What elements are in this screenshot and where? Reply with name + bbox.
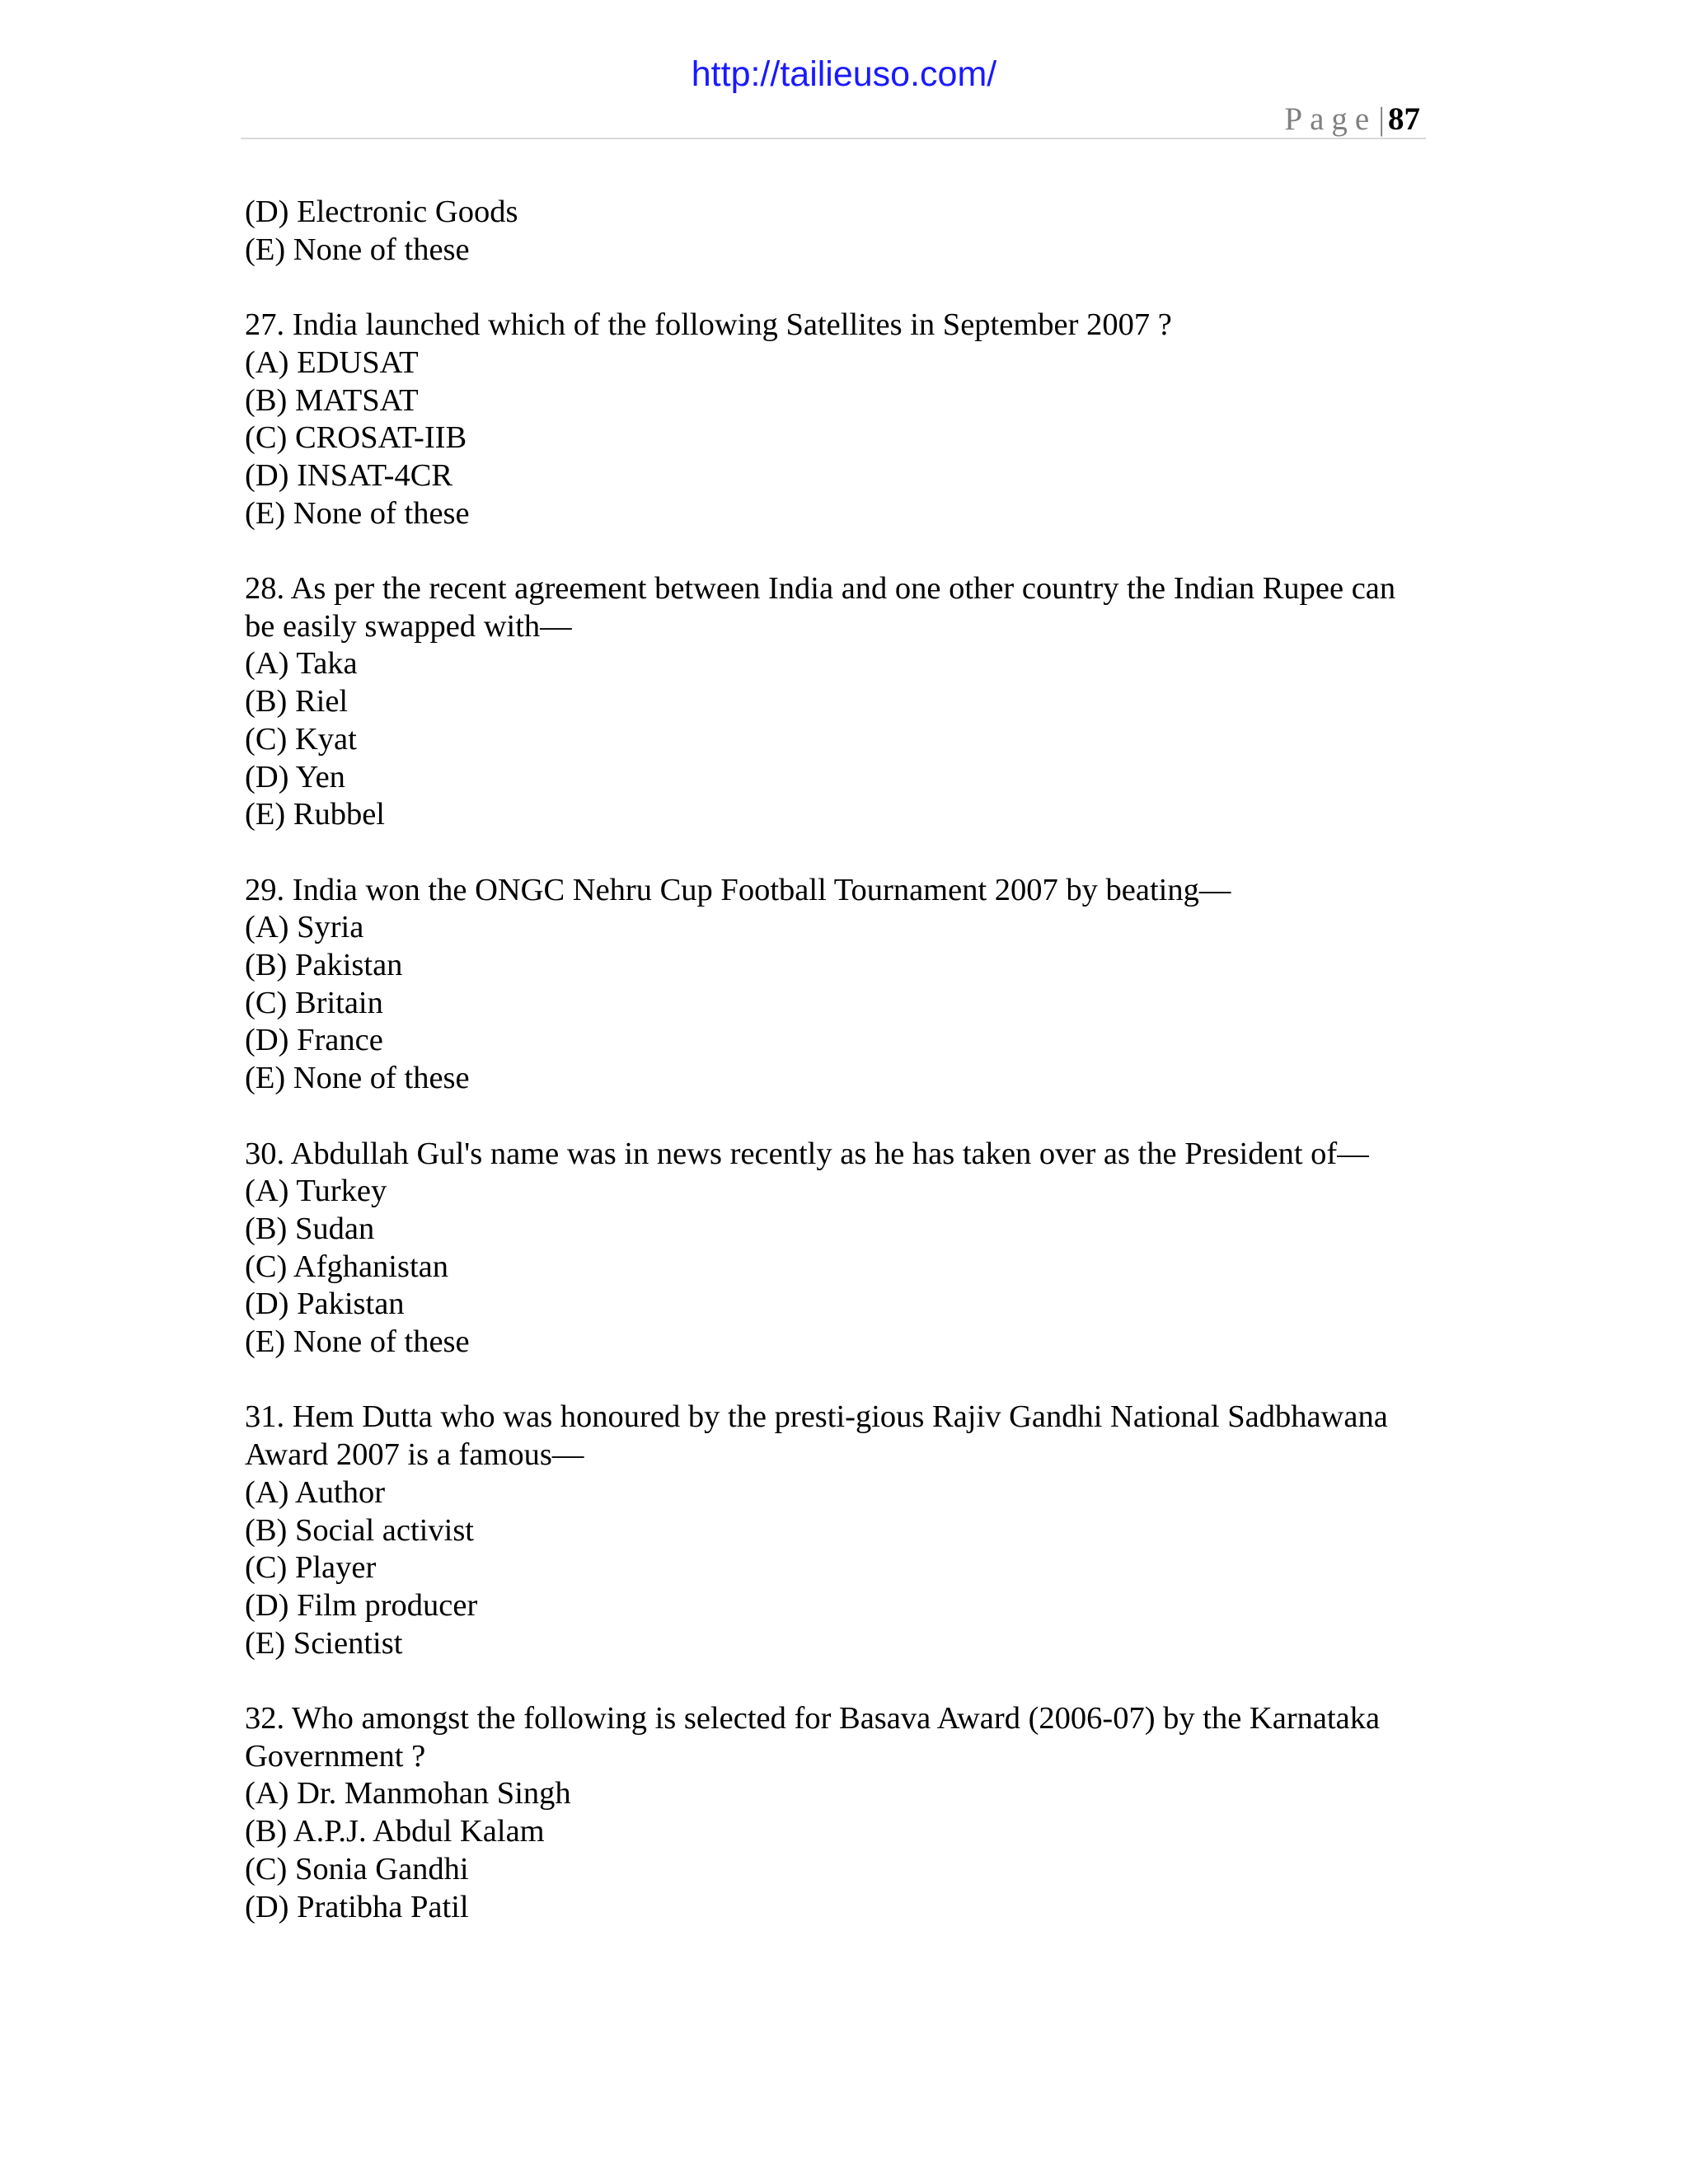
document-body (245, 194, 1432, 1926)
question-32 (245, 1700, 1432, 1926)
option-line: (E) Scientist (245, 1625, 403, 1661)
option-line: (B) Pakistan (245, 948, 403, 983)
option-line: (B) Sudan (245, 1211, 375, 1246)
option-line: (C) Kyat (245, 721, 357, 757)
page-number-value: 87 (1388, 101, 1420, 137)
option-line: (E) None of these (245, 495, 470, 531)
carryover-options (245, 194, 1432, 269)
header-url-link[interactable]: http://tailieuso.com/ (691, 54, 997, 94)
option-line: (D) Electronic Goods (245, 194, 518, 229)
question-29 (245, 872, 1432, 1098)
question-31 (245, 1399, 1432, 1662)
option-line: (B) A.P.J. Abdul Kalam (245, 1814, 545, 1849)
option-line: (A) Turkey (245, 1174, 387, 1209)
option-line: (E) None of these (245, 1061, 470, 1096)
question-30 (245, 1136, 1432, 1361)
question-text: 32. Who amongst the following is selected for Basava Award (2006-07) by the Karnataka Government ? (245, 1701, 1381, 1774)
option-line: (B) MATSAT (245, 382, 419, 418)
option-line: (A) Syria (245, 910, 364, 945)
option-line: (C) Afghanistan (245, 1249, 448, 1284)
question-28 (245, 570, 1432, 834)
option-line: (D) Film producer (245, 1587, 478, 1623)
option-line: (E) Rubbel (245, 797, 385, 832)
option-line: (C) Player (245, 1550, 377, 1586)
option-line: (B) Riel (245, 684, 349, 719)
option-line: (E) None of these (245, 232, 470, 267)
header-divider (241, 138, 1426, 139)
page-separator: | (1378, 101, 1385, 137)
option-line: (A) EDUSAT (245, 344, 419, 380)
option-line: (C) Britain (245, 985, 383, 1020)
option-line: (C) Sonia Gandhi (245, 1851, 469, 1886)
option-line: (A) Dr. Manmohan Singh (245, 1776, 571, 1811)
option-line: (A) Taka (245, 646, 358, 682)
option-line: (B) Social activist (245, 1512, 474, 1548)
option-line: (A) Author (245, 1474, 386, 1510)
question-text: 30. Abdullah Gul's name was in news recently as he has taken over as the President of— (245, 1136, 1369, 1171)
option-line: (D) France (245, 1023, 383, 1058)
question-text: 27. India launched which of the following Satellites in September 2007 ? (245, 307, 1172, 343)
option-line: (D) Yen (245, 759, 345, 794)
option-line: (E) None of these (245, 1324, 470, 1360)
question-text: 31. Hem Dutta who was honoured by the presti-gious Rajiv Gandhi National Sadbhawana Award 2007 is a famous— (245, 1399, 1388, 1473)
option-line: (D) INSAT-4CR (245, 457, 453, 493)
option-line: (D) Pakistan (245, 1286, 405, 1322)
question-text: 28. As per the recent agreement between India and one other country the Indian Rupee can be easily swapped with— (245, 571, 1396, 644)
question-text: 29. India won the ONGC Nehru Cup Football Tournament 2007 by beating— (245, 872, 1231, 907)
option-line: (D) Pratibha Patil (245, 1889, 469, 1924)
question-27 (245, 307, 1432, 532)
page-number (1284, 99, 1420, 140)
page-label: Page (1284, 101, 1377, 137)
option-line: (C) CROSAT-IIB (245, 420, 467, 456)
